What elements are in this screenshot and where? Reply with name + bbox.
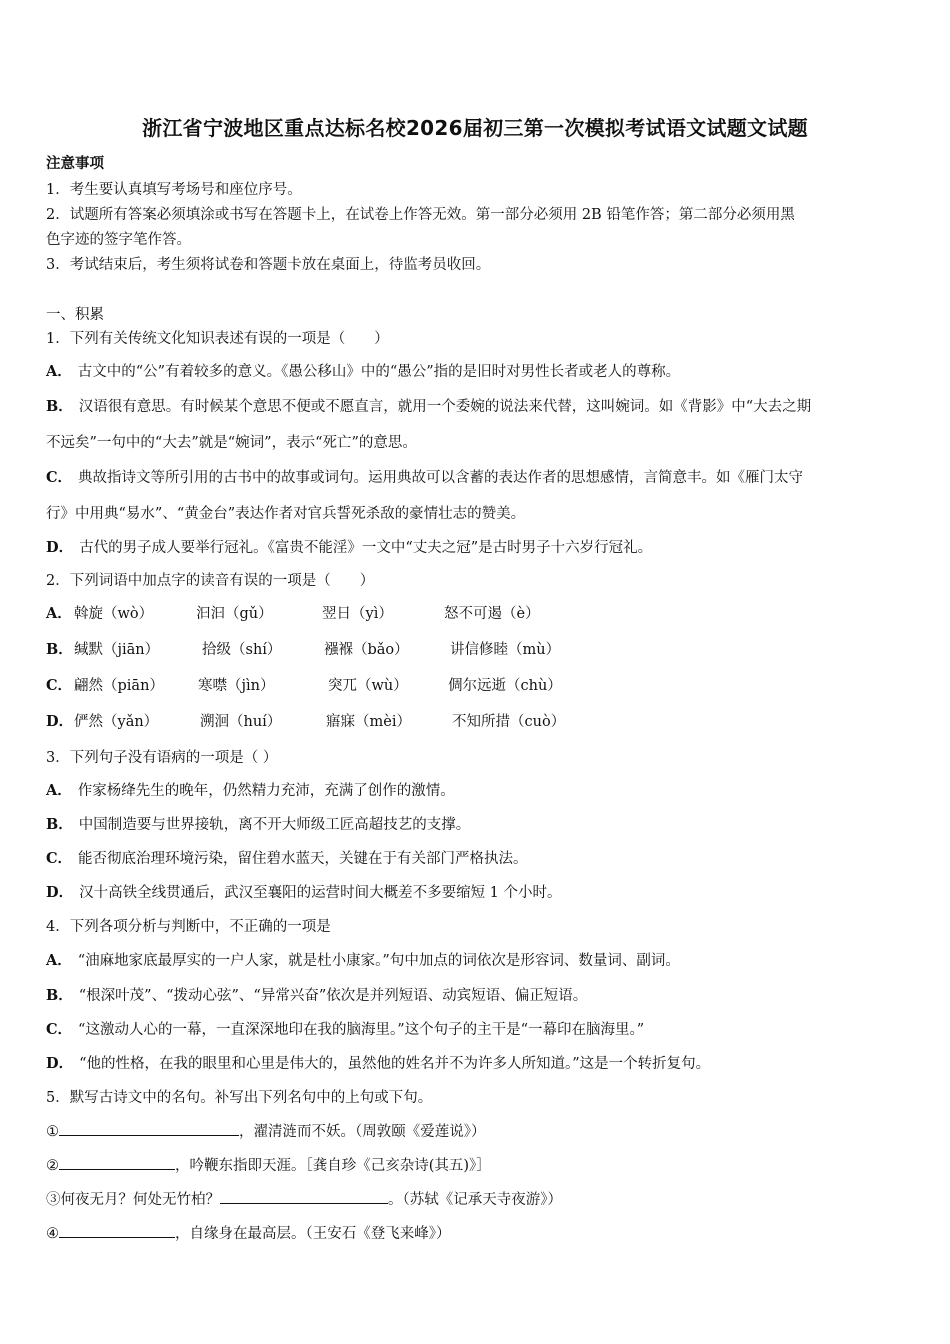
item-suffix: ，吟鞭东指即天涯。［龚自珍《己亥杂诗(其五)》］ (175, 1158, 491, 1174)
page-title: 浙江省宁波地区重点达标名校2026届初三第一次模拟考试语文试题文试题 (142, 116, 808, 140)
q1-option-b (46, 395, 908, 416)
item-suffix: 。（苏轼《记承天寺夜游》） (388, 1192, 562, 1208)
option-label: C． (46, 1021, 73, 1038)
option-label: A． (46, 952, 72, 969)
question-3-stem: 3．下列句子没有语病的一项是（ ） (46, 750, 278, 766)
item-prefix: ④ (46, 1226, 59, 1242)
question-4-stem: 4．下列各项分析与判断中，不正确的一项是 (46, 919, 331, 935)
option-label: B． (46, 987, 73, 1004)
q1-option-c-cont: 行》中用典“易水”、“黄金台”表达作者对官兵誓死杀敌的豪情壮志的赞美。 (46, 506, 526, 522)
pinyin-word: 俨然（yǎn） (74, 714, 159, 730)
q1-option-a (46, 360, 908, 381)
q3-option-b (46, 813, 908, 834)
q3-option-c (46, 847, 908, 868)
pinyin-word: 襁褓（bǎo） (324, 642, 409, 658)
q4-option-a (46, 949, 908, 970)
option-label: C． (46, 469, 73, 486)
answer-blank[interactable] (59, 1155, 175, 1170)
question-2-stem: 2．下列词语中加点字的读音有误的一项是（ ） (46, 573, 375, 589)
q3-option-a (46, 779, 908, 800)
option-text: “油麻地家底最厚实的一户人家，就是杜小康家。”句中加点的词依次是形容词、数量词、副词。 (77, 953, 680, 969)
option-text: “这激动人心的一幕，一直深深地印在我的脑海里。”这个句子的主干是“一幕印在脑海里。” (78, 1022, 645, 1038)
item-suffix: ，自缘身在最高层。（王安石《登飞来峰》） (175, 1226, 451, 1242)
q2-option-a (46, 602, 908, 622)
notice-item: 色字迹的签字笔作答。 (46, 232, 191, 248)
pinyin-word: 翩然（piān） (74, 678, 164, 694)
option-text: 古代的男子成人要举行冠礼。《富贵不能淫》一文中“丈夫之冠”是古时男子十六岁行冠礼。 (79, 540, 653, 556)
answer-blank[interactable] (59, 1121, 239, 1136)
notice-item: 1．考生要认真填写考场号和座位序号。 (46, 182, 302, 198)
pinyin-word: 怒不可遏（è） (444, 606, 540, 622)
q1-option-b-cont: 不远矣”一句中的“大去”就是“婉词”，表示“死亡”的意思。 (46, 435, 417, 451)
q1-option-c (46, 466, 908, 487)
option-label: B． (46, 816, 73, 833)
pinyin-word: 倜尔远逝（chù） (448, 678, 562, 694)
question-5-stem: 5．默写古诗文中的名句。补写出下列名句中的上句或下句。 (46, 1090, 433, 1106)
option-text: 能否彻底治理环境污染，留住碧水蓝天，关键在于有关部门严格执法。 (78, 851, 528, 867)
item-prefix: ③何夜无月？何处无竹柏？ (46, 1192, 220, 1208)
item-suffix: ，濯清涟而不妖。（周敦颐《爱莲说》） (239, 1124, 486, 1140)
pinyin-word: 拾级（shí） (202, 642, 282, 658)
section-heading: 一、积累 (46, 307, 104, 323)
pinyin-word: 斡旋（wò） (74, 606, 154, 622)
pinyin-word: 缄默（jiān） (74, 642, 160, 658)
question-1-stem: 1．下列有关传统文化知识表述有误的一项是（ ） (46, 331, 389, 347)
q4-option-d (46, 1052, 908, 1073)
answer-blank[interactable] (220, 1189, 388, 1204)
option-label: B． (46, 398, 73, 415)
option-label: A． (46, 363, 72, 380)
pinyin-word: 汩汩（gǔ） (196, 606, 273, 622)
q5-item-3 (46, 1188, 908, 1209)
q5-item-4 (46, 1222, 908, 1243)
option-text: 中国制造要与世界接轨，离不开大师级工匠高超技艺的支撑。 (78, 817, 471, 833)
notice-heading: 注意事项 (46, 155, 104, 172)
q5-item-1 (46, 1120, 908, 1141)
option-label: C． (46, 677, 73, 694)
option-text: 汉十高铁全线贯通后，武汉至襄阳的运营时间大概差不多要缩短 1 个小时。 (79, 885, 562, 901)
pinyin-word: 讲信修睦（mù） (450, 642, 561, 658)
pinyin-word: 突兀（wù） (328, 678, 408, 694)
option-label: A． (46, 782, 72, 799)
option-label: D． (46, 884, 74, 901)
q4-option-b (46, 984, 908, 1005)
q1-option-d (46, 536, 908, 557)
q2-option-b (46, 638, 908, 658)
item-prefix: ① (46, 1124, 59, 1140)
item-prefix: ② (46, 1158, 59, 1174)
answer-blank[interactable] (59, 1223, 175, 1238)
q5-item-2 (46, 1154, 908, 1175)
option-text: 汉语很有意思。有时候某个意思不便或不愿直言，就用一个委婉的说法来代替，这叫婉词。如《背影》中“大去之期 (78, 399, 812, 415)
option-label: D． (46, 539, 74, 556)
pinyin-word: 寤寐（mèi） (326, 714, 411, 730)
option-label: D． (46, 713, 74, 730)
notice-item: 2．试题所有答案必须填涂或书写在答题卡上，在试卷上作答无效。第一部分必须用 2B 铅笔作答；第二部分必须用黑 (46, 207, 795, 223)
pinyin-word: 不知所措（cuò） (452, 714, 566, 730)
notice-item: 3．考试结束后，考生须将试卷和答题卡放在桌面上，待监考员收回。 (46, 257, 491, 273)
q2-option-d (46, 710, 908, 730)
option-label: C． (46, 850, 73, 867)
option-label: D． (46, 1055, 74, 1072)
option-text: 典故指诗文等所引用的古书中的故事或词句。运用典故可以含蓄的表达作者的思想感情，言简意丰。如《雁门太守 (78, 470, 804, 486)
pinyin-word: 寒噤（jìn） (198, 678, 275, 694)
option-text: 古文中的“公”有着较多的意义。《愚公移山》中的“愚公”指的是旧时对男性长者或老人的尊称。 (77, 364, 681, 380)
q2-option-c (46, 674, 908, 694)
option-text: “他的性格，在我的眼里和心里是伟大的，虽然他的姓名并不为许多人所知道。”这是一个转折复句。 (79, 1056, 711, 1072)
option-label: B． (46, 641, 73, 658)
q3-option-d (46, 881, 908, 902)
option-label: A． (46, 605, 72, 622)
pinyin-word: 翌日（yì） (322, 606, 393, 622)
pinyin-word: 溯洄（huí） (200, 714, 282, 730)
option-text: “根深叶茂”、“拨动心弦”、“异常兴奋”依次是并列短语、动宾短语、偏正短语。 (78, 988, 588, 1004)
option-text: 作家杨绛先生的晚年，仍然精力充沛，充满了创作的激情。 (77, 783, 455, 799)
q4-option-c (46, 1018, 908, 1039)
